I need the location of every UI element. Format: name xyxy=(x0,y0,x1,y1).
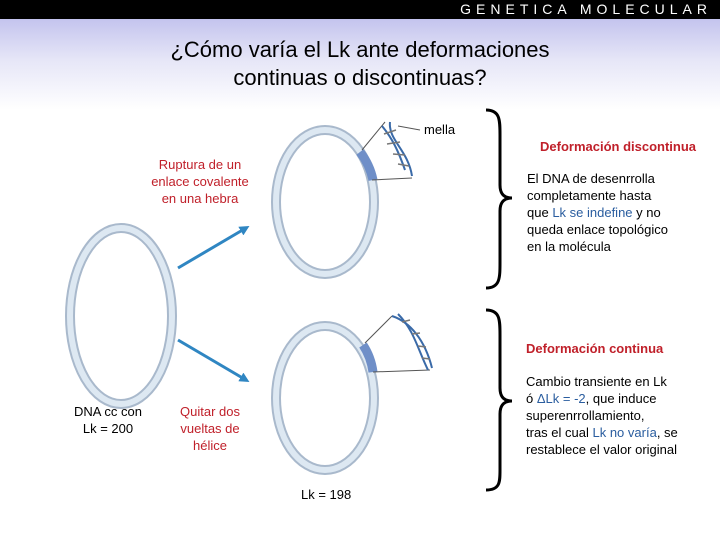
continuous-line-1: Cambio transiente en Lk xyxy=(526,374,667,389)
break-label-line-3: en una hebra xyxy=(161,191,239,206)
discontinuous-description xyxy=(527,170,717,255)
dna-ring-left xyxy=(70,228,172,404)
dna-ring-supercoiled xyxy=(276,326,374,470)
section-title: GENETICA MOLECULAR xyxy=(460,1,712,17)
discontinuous-line-5: en la molécula xyxy=(527,239,611,254)
dna-cc-label-line-2: Lk = 200 xyxy=(82,421,134,436)
title-line-2: continuas o discontinuas? xyxy=(233,65,487,90)
continuous-line-5: restablece el valor original xyxy=(526,442,678,457)
dna-cc-label-line-1: DNA cc con xyxy=(74,404,142,419)
continuous-line-3: superenrrollamiento, xyxy=(526,408,645,423)
lk-unchanged-highlight: Lk no varía xyxy=(592,425,657,440)
remove-turns-line-2: vueltas de xyxy=(180,421,240,436)
title-line-1: ¿Cómo varía el Lk ante deformaciones xyxy=(170,37,550,62)
delta-lk-highlight: ΔLk = -2 xyxy=(536,391,586,406)
lk-after-label: Lk = 198 xyxy=(301,487,352,502)
continuous-line-2: ó ΔLk = -2, que induce xyxy=(526,391,657,406)
discontinuous-heading: Deformación discontinua xyxy=(540,139,697,154)
break-label-line-2: enlace covalente xyxy=(151,174,249,189)
brace-top-icon xyxy=(486,110,512,288)
brace-bottom-icon xyxy=(486,310,512,490)
break-label-line-1: Ruptura de un xyxy=(158,157,242,172)
remove-turns-line-3: hélice xyxy=(193,438,227,453)
continuous-heading: Deformación continua xyxy=(526,341,664,356)
lk-undefined-highlight: Lk se indefine xyxy=(552,205,633,220)
dna-cc-label xyxy=(58,403,158,437)
break-label xyxy=(138,156,262,207)
continuous-line-4: tras el cual Lk no varía, se xyxy=(526,425,678,440)
discontinuous-line-3: que Lk se indefine y no xyxy=(527,205,661,220)
arrow-to-nicked xyxy=(178,228,246,268)
discontinuous-line-4: queda enlace topológico xyxy=(527,222,668,237)
nick-label: mella xyxy=(424,122,456,137)
dna-ring-nicked xyxy=(276,130,374,274)
continuous-description xyxy=(526,373,716,458)
discontinuous-line-2: completamente hasta xyxy=(527,188,652,203)
remove-turns-line-1: Quitar dos xyxy=(180,404,240,419)
discontinuous-line-1: El DNA de desenrrolla xyxy=(527,171,655,186)
remove-turns-label xyxy=(168,403,252,454)
arrow-to-supercoiled xyxy=(178,340,246,380)
